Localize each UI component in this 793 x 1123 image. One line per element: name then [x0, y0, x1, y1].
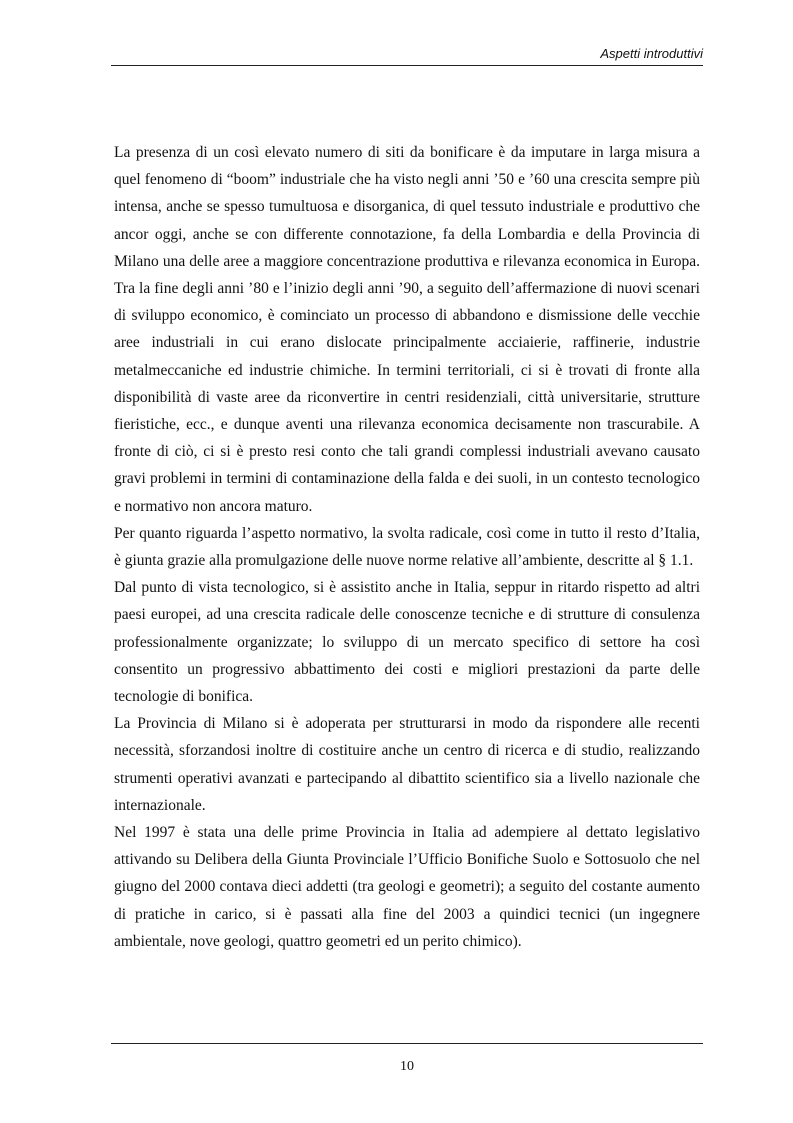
paragraph: La Provincia di Milano si è adoperata per strutturarsi in modo da rispondere alle recenti necessità, sforzandosi inoltre di costituire anche un centro di ricerca e di studio, realizzando strumenti operativi avanzati e partecipando al dibattito scientifico sia a livello nazionale che internazionale. [114, 715, 700, 814]
paragraph: Nel 1997 è stata una delle prime Provincia in Italia ad adempiere al dettato legislativo attivando su Delibera della Giunta Provinciale l’Ufficio Bonifiche Suolo e Sottosuolo che nel giugno del 2000 contava dieci addetti (tra geologi e geometri); a seguito del costante aumento di pratiche in carico, si è passati alla fine del 2003 a quindici tecnici (un ingegnere ambientale, nove geologi, quattro geometri ed un perito chimico). [114, 824, 700, 950]
paragraph: Per quanto riguarda l’aspetto normativo, la svolta radicale, così come in tutto il resto d’Italia, è giunta grazie alla promulgazione delle nuove norme relative all’ambiente, descritte al § 1.1. [114, 524, 700, 570]
page-number: 10 [400, 1059, 414, 1074]
paragraph: La presenza di un così elevato numero di siti da bonificare è da imputare in larga misura a quel fenomeno di “boom” industriale che ha visto negli anni ’50 e ’60 una crescita sempre più intensa, anche se spesso tumultuosa e disorganica, di quel tessuto industriale e produttivo che ancor oggi, anche se con differente connotazione, fa della Lombardia e della Provincia di Milano una delle aree a maggiore concentrazione produttiva e rilevanza economica in Europa. Tra la fine degli anni ’80 e l’inizio degli anni ’90, a seguito dell’affermazione di nuovi scenari di sviluppo economico, è cominciato un processo di abbandono e dismissione delle vecchie aree industriali in cui erano dislocate principalmente acciaierie, raffinerie, industrie metalmeccaniche ed industrie chimiche. In termini territoriali, ci si è trovati di fronte alla disponibilità di vaste aree da riconvertire in centri residenziali, città universitarie, strutture fieristiche, ecc., e dunque aventi una rilevanza economica decisamente non trascurabile. A fronte di ciò, ci si è presto resi conto che tali grandi complessi industriali avevano causato gravi problemi in termini di contaminazione della falda e dei suoli, in un contesto tecnologico e normativo non ancora maturo. [114, 144, 700, 515]
paragraph: Dal punto di vista tecnologico, si è assistito anche in Italia, seppur in ritardo rispetto ad altri paesi europei, ad una crescita radicale delle conoscenze tecniche e di strutture di consulenza professionalmente organizzate; lo sviluppo di un mercato specifico di settore ha così consentito un progressivo abbattimento dei costi e migliori prestazioni da parte delle tecnologie di bonifica. [114, 579, 700, 706]
header-divider [111, 65, 703, 66]
footer-divider [111, 1043, 703, 1044]
body-text [114, 139, 700, 955]
running-header: Aspetti introduttivi [600, 46, 703, 61]
